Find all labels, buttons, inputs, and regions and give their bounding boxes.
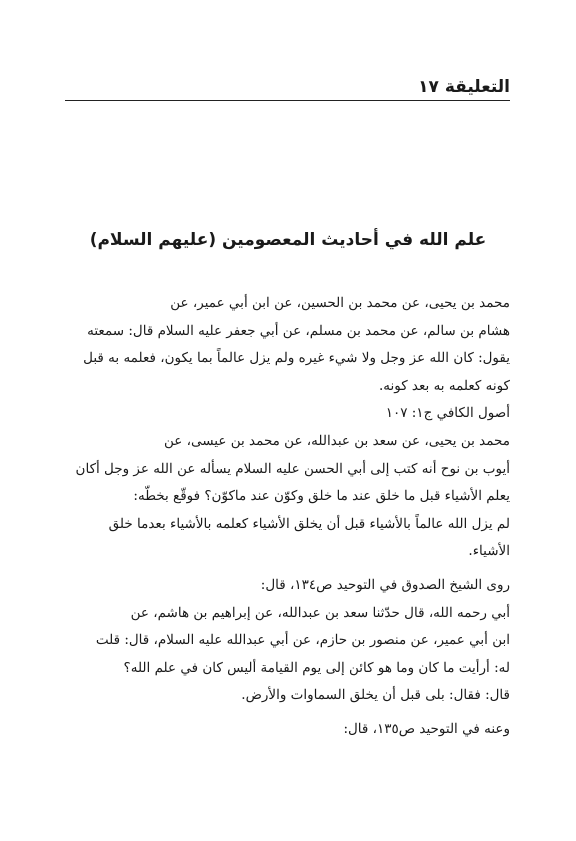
text-line: لم يزل الله عالماً بالأشياء قبل أن يخلق الأشياء كعلمه بالأشياء بعدما خلق [108,515,510,532]
text-line: أيوب بن نوح أنه كتب إلى أبي الحسن عليه السلام يسأله عن الله عز وجل أكان [75,460,510,477]
text-line: ابن أبي عمير، عن منصور بن حازم، عن أبي عبدالله عليه السلام، قال: قلت [95,632,510,649]
paragraph-1 [65,290,510,400]
text-line: قال: فقال: بلى قبل أن يخلق السماوات والأرض. [241,687,510,704]
text-line: يقول: كان الله عز وجل ولا شيء غيره ولم يزل عالماً بما يكون، فعلمه به قبل [83,350,510,367]
text-line: هشام بن سالم، عن محمد بن مسلم، عن أبي جعفر عليه السلام قال: سمعته [87,322,510,339]
text-line: محمد بن يحيى، عن سعد بن عبدالله، عن محمد بن عيسى، عن [164,432,510,449]
paragraph-4-intro: وعنه في التوحيد ص١٣٥، قال: [343,720,510,737]
text-line: يعلم الأشياء قبل ما خلق عند ما خلق وكوّن عند ماكوّن؟ فوقّع بخطّه: [133,488,510,505]
paragraph-2 [65,428,510,566]
running-header [65,72,510,98]
text-line: كونه كعلمه به بعد كونه. [378,377,510,394]
section-title: علم الله في أحاديث المعصومين (عليهم السلام) [89,230,487,250]
text-line: له: أرأيت ما كان وما هو كائن إلى يوم القيامة أليس كان في علم الله؟ [123,659,510,676]
reference-line: أصول الكافي ج١: ١٠٧ [385,405,510,422]
paragraph-3 [65,600,510,710]
body-text [65,290,510,744]
header-divider [65,100,510,101]
text-line: محمد بن يحيى، عن محمد بن الحسين، عن ابن أبي عمير، عن [170,295,510,311]
paragraph-3-intro: روى الشيخ الصدوق في التوحيد ص١٣٤، قال: [260,576,510,593]
header-title: التعليقة ١٧ [418,77,510,97]
text-line: أبي رحمه الله، قال حدّثنا سعد بن عبدالله، عن إبراهيم بن هاشم، عن [130,604,510,621]
text-line: الأشياء. [468,543,510,560]
